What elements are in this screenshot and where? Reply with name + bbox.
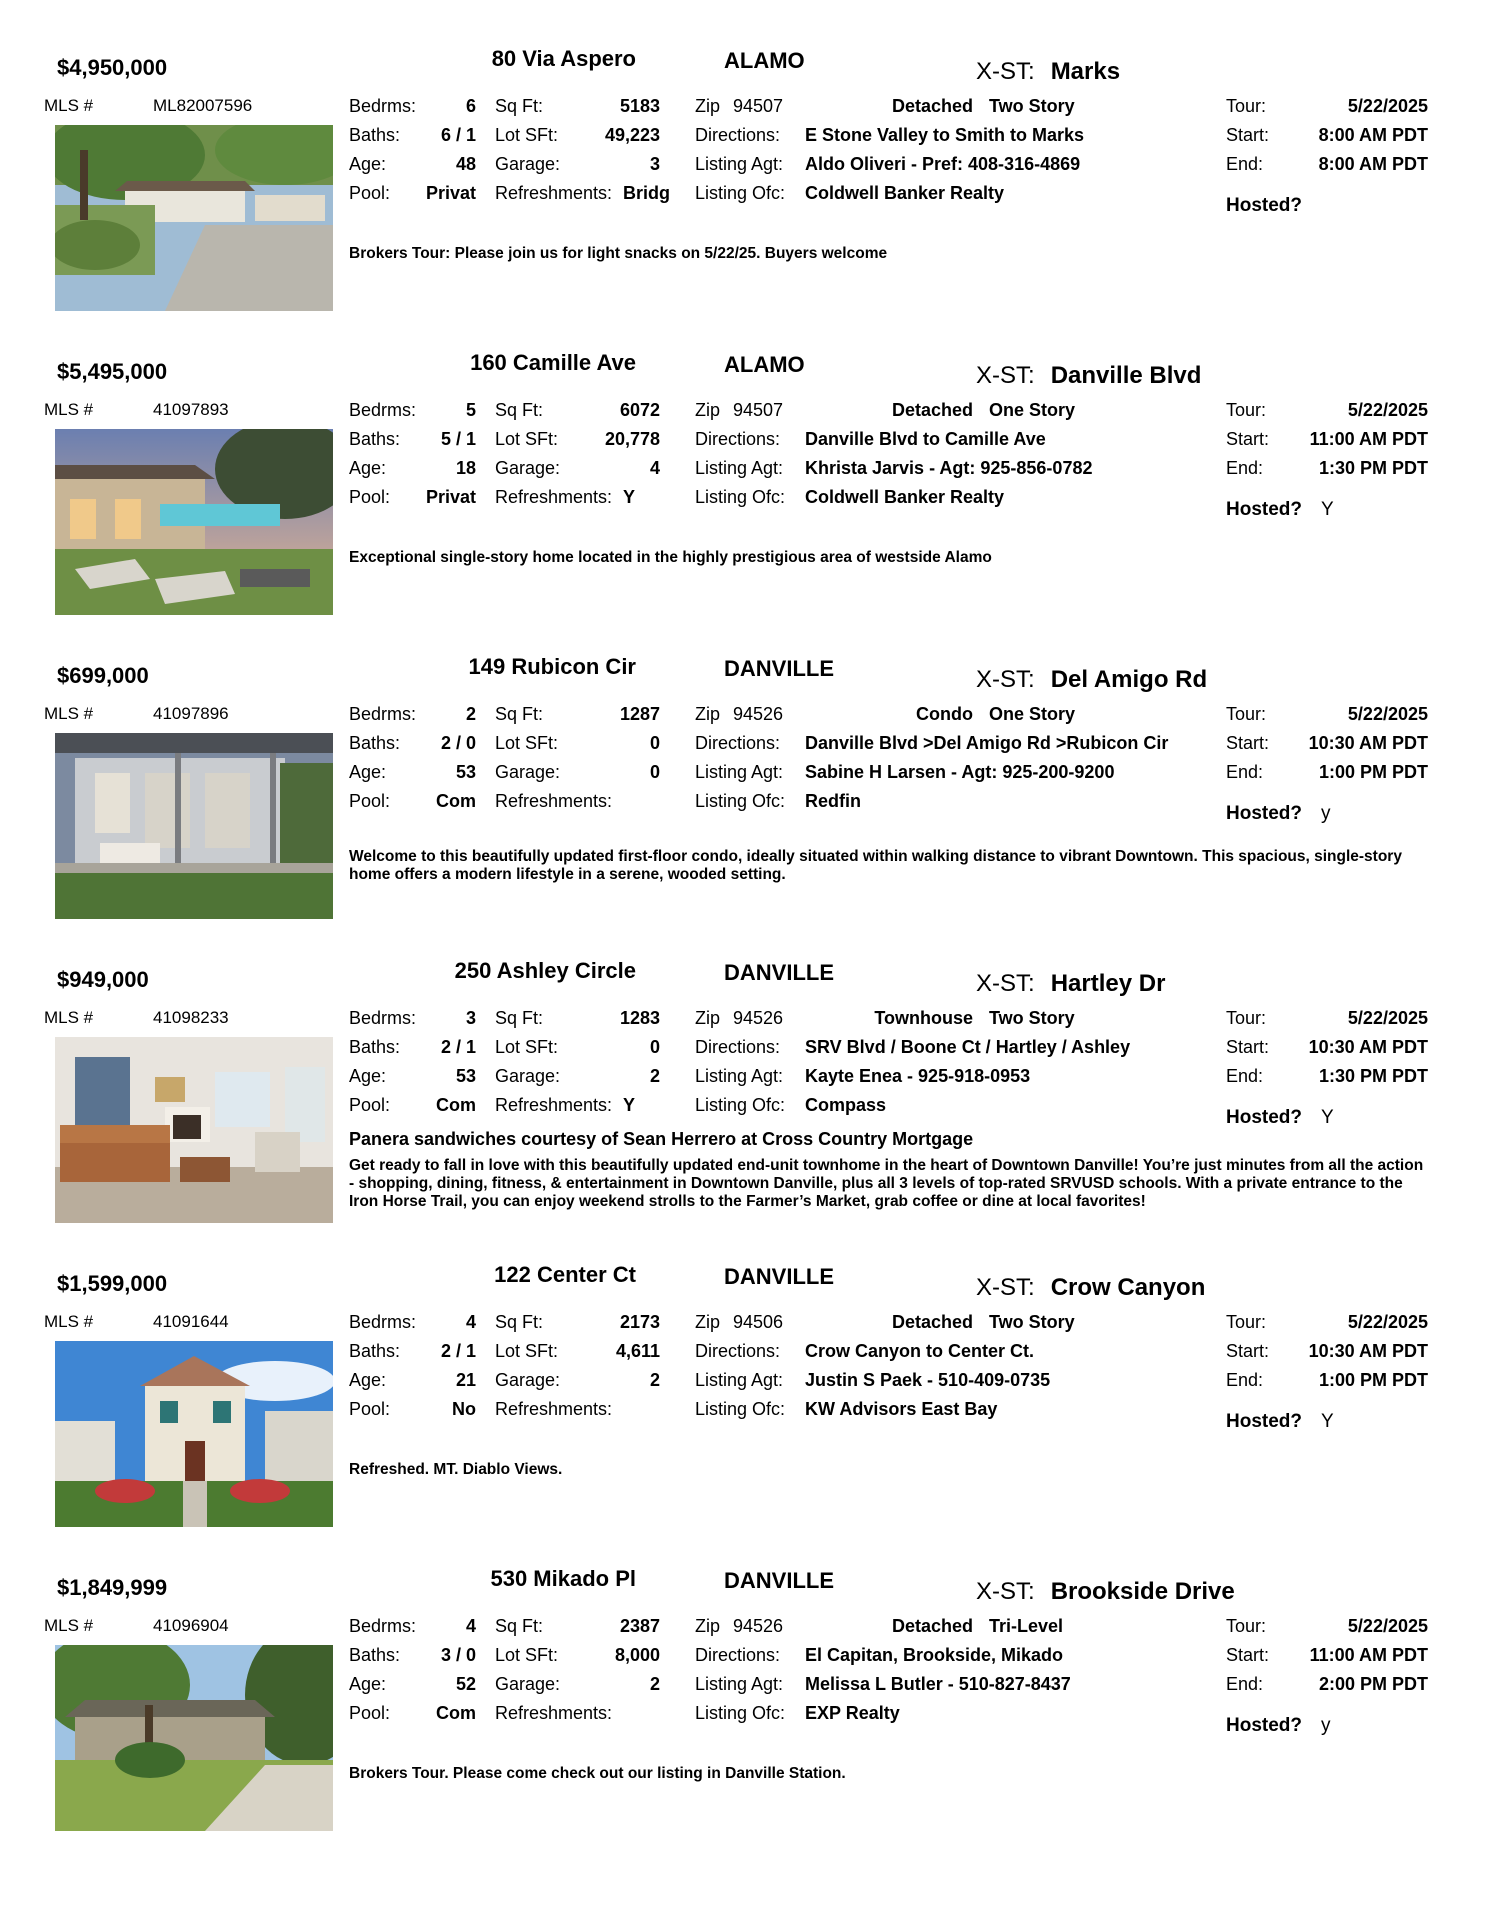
garage-value: 2	[649, 1674, 660, 1694]
zip-label: Zip	[695, 400, 721, 420]
zip-value: 94506	[733, 1312, 784, 1332]
sqft-value: 2173	[619, 1312, 660, 1332]
bedrooms-label: Bedrms:	[349, 704, 417, 724]
baths-label: Baths:	[349, 733, 401, 753]
tour-date: 5/22/2025	[1347, 704, 1428, 724]
lot-value: 20,778	[604, 429, 660, 449]
baths-value: 2 / 0	[440, 733, 476, 753]
age-value: 18	[455, 458, 476, 478]
mls-number: 41098233	[153, 1008, 229, 1027]
zip-value: 94526	[733, 704, 784, 724]
end-time: 1:00 PM PDT	[1318, 762, 1428, 782]
cross-street	[976, 1274, 1205, 1302]
age-label: Age:	[349, 154, 387, 174]
cross-street	[976, 970, 1165, 998]
sqft-label: Sq Ft:	[495, 400, 544, 420]
city: DANVILLE	[724, 656, 834, 681]
cross-street	[976, 666, 1207, 694]
pool-value: Privat	[425, 487, 476, 507]
cross-street-value: Crow Canyon	[1050, 1274, 1206, 1301]
property-style: Two Story	[989, 96, 1075, 116]
age-value: 48	[455, 154, 476, 174]
age-value: 21	[455, 1370, 476, 1390]
lot-label: Lot SFt:	[495, 733, 559, 753]
listing-office-value: Coldwell Banker Realty	[805, 487, 1005, 507]
listing	[0, 40, 1487, 340]
property-type: Detached	[891, 1616, 973, 1636]
pool-value: Com	[436, 1703, 476, 1723]
address: 149 Rubicon Cir	[468, 654, 636, 679]
address: 122 Center Ct	[494, 1262, 636, 1287]
cross-street-value: Marks	[1050, 58, 1121, 85]
listing-agent-value: Aldo Oliveri - Pref: 408-316-4869	[805, 154, 1081, 174]
tour-date: 5/22/2025	[1347, 400, 1428, 420]
start-time: 11:00 AM PDT	[1309, 1645, 1428, 1665]
age-value: 53	[455, 762, 476, 782]
cross-street-value: Hartley Dr	[1050, 970, 1166, 997]
directions-label: Directions:	[695, 1645, 781, 1665]
property-style: One Story	[989, 704, 1076, 724]
pool-value: Com	[436, 1095, 476, 1115]
cross-street-value: Danville Blvd	[1050, 362, 1202, 389]
bedrooms-value: 5	[465, 400, 476, 420]
start-label: Start:	[1226, 1341, 1270, 1361]
listing-agent-label: Listing Agt:	[695, 1370, 784, 1390]
baths-label: Baths:	[349, 1645, 401, 1665]
end-label: End:	[1226, 458, 1264, 478]
address: 250 Ashley Circle	[454, 958, 636, 983]
address: 530 Mikado Pl	[490, 1566, 636, 1591]
cross-street	[976, 362, 1201, 390]
listing-office-value: EXP Realty	[805, 1703, 900, 1723]
cross-street-label: X-ST:	[976, 58, 1035, 85]
city: DANVILLE	[724, 1264, 834, 1289]
listing-photo-two-story-facade	[55, 1341, 333, 1527]
baths-value: 2 / 1	[440, 1341, 476, 1361]
age-label: Age:	[349, 458, 387, 478]
zip-value: 94507	[733, 96, 784, 116]
property-type: Townhouse	[874, 1008, 973, 1028]
listing-office-label: Listing Ofc:	[695, 1399, 786, 1419]
address: 80 Via Aspero	[491, 46, 636, 71]
property-style: Tri-Level	[989, 1616, 1064, 1636]
baths-label: Baths:	[349, 429, 401, 449]
pool-label: Pool:	[349, 183, 391, 203]
end-label: End:	[1226, 762, 1264, 782]
garage-label: Garage:	[495, 1674, 561, 1694]
bedrooms-value: 4	[465, 1312, 476, 1332]
zip-label: Zip	[695, 1008, 721, 1028]
hosted-value: y	[1321, 803, 1331, 824]
pool-value: No	[452, 1399, 476, 1419]
mls-number: 41097893	[153, 400, 229, 419]
cross-street-value: Brookside Drive	[1050, 1578, 1235, 1605]
tour-date: 5/22/2025	[1347, 1312, 1428, 1332]
price: $699,000	[57, 663, 149, 688]
refreshments-label: Refreshments:	[495, 1399, 613, 1419]
tour-label: Tour:	[1226, 1312, 1267, 1332]
end-time: 2:00 PM PDT	[1318, 1674, 1428, 1694]
hosted-label: Hosted?	[1226, 1107, 1302, 1128]
price: $1,599,000	[57, 1271, 168, 1296]
end-time: 1:30 PM PDT	[1318, 458, 1428, 478]
end-time: 1:00 PM PDT	[1318, 1370, 1428, 1390]
refreshments-label: Refreshments:	[495, 1095, 613, 1115]
listing-agent-label: Listing Agt:	[695, 762, 784, 782]
refreshments-value: Y	[623, 1095, 636, 1115]
bedrooms-value: 6	[465, 96, 476, 116]
mls-label: MLS #	[44, 96, 94, 115]
listing-office-label: Listing Ofc:	[695, 1703, 786, 1723]
garage-label: Garage:	[495, 1370, 561, 1390]
end-label: End:	[1226, 154, 1264, 174]
tour-date: 5/22/2025	[1347, 1008, 1428, 1028]
mls-number: ML82007596	[153, 96, 253, 115]
refreshments-label: Refreshments:	[495, 791, 613, 811]
directions-value: E Stone Valley to Smith to Marks	[805, 125, 1085, 145]
listing-office-value: Coldwell Banker Realty	[805, 183, 1005, 203]
tour-label: Tour:	[1226, 400, 1267, 420]
bedrooms-value: 4	[465, 1616, 476, 1636]
garage-value: 0	[649, 762, 660, 782]
sqft-value: 1287	[619, 704, 660, 724]
directions-value: SRV Blvd / Boone Ct / Hartley / Ashley	[805, 1037, 1131, 1057]
bedrooms-value: 3	[465, 1008, 476, 1028]
sqft-value: 6072	[619, 400, 660, 420]
tour-date: 5/22/2025	[1347, 96, 1428, 116]
directions-value: Danville Blvd to Camille Ave	[805, 429, 1046, 449]
tour-label: Tour:	[1226, 96, 1267, 116]
refreshments-value: Bridg	[623, 183, 670, 203]
listing-office-label: Listing Ofc:	[695, 1095, 786, 1115]
hosted-label: Hosted?	[1226, 499, 1302, 520]
zip-label: Zip	[695, 1616, 721, 1636]
tour-date: 5/22/2025	[1347, 1616, 1428, 1636]
mls-number: 41091644	[153, 1312, 229, 1331]
pool-label: Pool:	[349, 1399, 391, 1419]
city: DANVILLE	[724, 1568, 834, 1593]
listing	[0, 344, 1487, 644]
age-label: Age:	[349, 1370, 387, 1390]
mls-label: MLS #	[44, 704, 94, 723]
sqft-value: 2387	[619, 1616, 660, 1636]
mls-label: MLS #	[44, 1312, 94, 1331]
lot-label: Lot SFt:	[495, 1037, 559, 1057]
garage-value: 2	[649, 1370, 660, 1390]
tour-label: Tour:	[1226, 1008, 1267, 1028]
cross-street-label: X-ST:	[976, 362, 1035, 389]
directions-value: Danville Blvd >Del Amigo Rd >Rubicon Cir	[805, 733, 1169, 753]
pool-value: Privat	[425, 183, 476, 203]
baths-label: Baths:	[349, 1037, 401, 1057]
zip-label: Zip	[695, 1312, 721, 1332]
cross-street-value: Del Amigo Rd	[1050, 666, 1208, 693]
age-label: Age:	[349, 1066, 387, 1086]
listing-office-value: Redfin	[805, 791, 861, 811]
end-label: End:	[1226, 1370, 1264, 1390]
garage-value: 4	[649, 458, 660, 478]
lot-label: Lot SFt:	[495, 125, 559, 145]
listing-photo-hillside-house	[55, 125, 333, 311]
end-time: 1:30 PM PDT	[1318, 1066, 1428, 1086]
listing	[0, 1560, 1487, 1860]
pool-value: Com	[436, 791, 476, 811]
sqft-label: Sq Ft:	[495, 96, 544, 116]
directions-label: Directions:	[695, 733, 781, 753]
zip-value: 94507	[733, 400, 784, 420]
start-label: Start:	[1226, 125, 1270, 145]
directions-value: Crow Canyon to Center Ct.	[805, 1341, 1035, 1361]
listing	[0, 648, 1487, 948]
start-label: Start:	[1226, 733, 1270, 753]
start-label: Start:	[1226, 1037, 1270, 1057]
lot-value: 0	[649, 1037, 660, 1057]
cross-street-label: X-ST:	[976, 1578, 1035, 1605]
listing-office-label: Listing Ofc:	[695, 183, 786, 203]
price: $5,495,000	[57, 359, 168, 384]
address: 160 Camille Ave	[470, 350, 636, 375]
price: $4,950,000	[57, 55, 168, 80]
property-type: Detached	[891, 400, 973, 420]
mls-number: 41097896	[153, 704, 229, 723]
baths-label: Baths:	[349, 1341, 401, 1361]
listing-agent-value: Melissa L Butler - 510-827-8437	[805, 1674, 1071, 1694]
city: DANVILLE	[724, 960, 834, 985]
garage-value: 3	[649, 154, 660, 174]
refreshments-label: Refreshments:	[495, 183, 613, 203]
age-label: Age:	[349, 1674, 387, 1694]
lot-label: Lot SFt:	[495, 1645, 559, 1665]
baths-value: 3 / 0	[440, 1645, 476, 1665]
pool-label: Pool:	[349, 1095, 391, 1115]
description: Brokers Tour. Please come check out our listing in Danville Station.	[349, 1765, 846, 1782]
sqft-label: Sq Ft:	[495, 1616, 544, 1636]
description: Welcome to this beautifully updated first-floor condo, ideally situated within walking distance to vibrant Downtown. This spacious, single-story home offers a modern lifestyle in a serene, wooded setting.	[349, 848, 1402, 883]
sqft-label: Sq Ft:	[495, 704, 544, 724]
sqft-value: 5183	[619, 96, 660, 116]
hosted-label: Hosted?	[1226, 1715, 1302, 1736]
end-label: End:	[1226, 1674, 1264, 1694]
hosted-label: Hosted?	[1226, 1411, 1302, 1432]
bedrooms-label: Bedrms:	[349, 1008, 417, 1028]
listing-office-label: Listing Ofc:	[695, 791, 786, 811]
hosted-value: Y	[1321, 499, 1334, 520]
property-type: Detached	[891, 96, 973, 116]
bedrooms-label: Bedrms:	[349, 1616, 417, 1636]
lot-value: 49,223	[604, 125, 660, 145]
description: Brokers Tour: Please join us for light snacks on 5/22/25. Buyers welcome	[349, 245, 888, 262]
directions-label: Directions:	[695, 429, 781, 449]
listing	[0, 1256, 1487, 1556]
directions-label: Directions:	[695, 1341, 781, 1361]
garage-label: Garage:	[495, 1066, 561, 1086]
end-label: End:	[1226, 1066, 1264, 1086]
start-time: 10:30 AM PDT	[1308, 733, 1428, 753]
start-time: 10:30 AM PDT	[1308, 1037, 1428, 1057]
city: ALAMO	[724, 48, 805, 73]
listing-photo-condo-patio	[55, 733, 333, 919]
sqft-label: Sq Ft:	[495, 1008, 544, 1028]
refreshment-note: Panera sandwiches courtesy of Sean Herrero at Cross Country Mortgage	[349, 1129, 974, 1149]
tour-label: Tour:	[1226, 1616, 1267, 1636]
listing-photo-tree-yard	[55, 1645, 333, 1831]
zip-value: 94526	[733, 1008, 784, 1028]
listing-agent-value: Kayte Enea - 925-918-0953	[805, 1066, 1031, 1086]
bedrooms-label: Bedrms:	[349, 1312, 417, 1332]
start-label: Start:	[1226, 429, 1270, 449]
lot-value: 8,000	[614, 1645, 660, 1665]
listing	[0, 952, 1487, 1252]
start-time: 8:00 AM PDT	[1318, 125, 1428, 145]
directions-label: Directions:	[695, 1037, 781, 1057]
hosted-label: Hosted?	[1226, 803, 1302, 824]
mls-label: MLS #	[44, 1008, 94, 1027]
listing-photo-pool-dusk	[55, 429, 333, 615]
price: $949,000	[57, 967, 149, 992]
cross-street-label: X-ST:	[976, 970, 1035, 997]
directions-value: El Capitan, Brookside, Mikado	[805, 1645, 1064, 1665]
start-time: 11:00 AM PDT	[1309, 429, 1428, 449]
lot-value: 0	[649, 733, 660, 753]
cross-street	[976, 58, 1120, 86]
refreshments-value: Y	[623, 487, 636, 507]
pool-label: Pool:	[349, 487, 391, 507]
start-time: 10:30 AM PDT	[1308, 1341, 1428, 1361]
listing-agent-label: Listing Agt:	[695, 1674, 784, 1694]
garage-label: Garage:	[495, 154, 561, 174]
description: Refreshed. MT. Diablo Views.	[349, 1461, 563, 1478]
property-type: Condo	[916, 704, 973, 724]
property-style: One Story	[989, 400, 1076, 420]
mls-number: 41096904	[153, 1616, 229, 1635]
listing-agent-value: Khrista Jarvis - Agt: 925-856-0782	[805, 458, 1093, 478]
cross-street-label: X-ST:	[976, 1274, 1035, 1301]
pool-label: Pool:	[349, 791, 391, 811]
baths-value: 5 / 1	[440, 429, 476, 449]
property-style: Two Story	[989, 1312, 1075, 1332]
description: Exceptional single-story home located in the highly prestigious area of westside Alamo	[349, 549, 992, 566]
mls-label: MLS #	[44, 1616, 94, 1635]
bedrooms-label: Bedrms:	[349, 96, 417, 116]
age-value: 52	[455, 1674, 476, 1694]
refreshments-label: Refreshments:	[495, 1703, 613, 1723]
baths-label: Baths:	[349, 125, 401, 145]
hosted-value: Y	[1321, 1107, 1334, 1128]
property-type: Detached	[891, 1312, 973, 1332]
cross-street	[976, 1578, 1235, 1606]
directions-label: Directions:	[695, 125, 781, 145]
age-value: 53	[455, 1066, 476, 1086]
city: ALAMO	[724, 352, 805, 377]
sqft-label: Sq Ft:	[495, 1312, 544, 1332]
listing-agent-label: Listing Agt:	[695, 154, 784, 174]
listing-photo-living-room	[55, 1037, 333, 1223]
bedrooms-value: 2	[465, 704, 476, 724]
lot-label: Lot SFt:	[495, 429, 559, 449]
cross-street-label: X-ST:	[976, 666, 1035, 693]
zip-value: 94526	[733, 1616, 784, 1636]
baths-value: 2 / 1	[440, 1037, 476, 1057]
refreshments-label: Refreshments:	[495, 487, 613, 507]
end-time: 8:00 AM PDT	[1318, 154, 1428, 174]
pool-label: Pool:	[349, 1703, 391, 1723]
lot-label: Lot SFt:	[495, 1341, 559, 1361]
tour-label: Tour:	[1226, 704, 1267, 724]
listing-office-value: Compass	[805, 1095, 887, 1115]
price: $1,849,999	[57, 1575, 168, 1600]
sqft-value: 1283	[619, 1008, 660, 1028]
garage-label: Garage:	[495, 762, 561, 782]
bedrooms-label: Bedrms:	[349, 400, 417, 420]
age-label: Age:	[349, 762, 387, 782]
listing-office-label: Listing Ofc:	[695, 487, 786, 507]
hosted-label: Hosted?	[1226, 195, 1302, 216]
listing-agent-value: Sabine H Larsen - Agt: 925-200-9200	[805, 762, 1115, 782]
description: Get ready to fall in love with this beautifully updated end-unit townhome in the heart of Downtown Danville! You’re just minutes from all the action - shopping, dining, fitness, & entertainment in Downtown Danville, plus all 3 levels of top-rated SRVUSD schools. With a private entrance to the Iron Horse Trail, you can enjoy weekend strolls to the Farmer’s Market, grab coffee or dine at local favorites!	[349, 1157, 1424, 1210]
property-style: Two Story	[989, 1008, 1075, 1028]
listing-agent-value: Justin S Paek - 510-409-0735	[805, 1370, 1051, 1390]
listing-office-value: KW Advisors East Bay	[805, 1399, 998, 1419]
zip-label: Zip	[695, 96, 721, 116]
garage-value: 2	[649, 1066, 660, 1086]
baths-value: 6 / 1	[440, 125, 476, 145]
mls-label: MLS #	[44, 400, 94, 419]
hosted-value: Y	[1321, 1411, 1334, 1432]
start-label: Start:	[1226, 1645, 1270, 1665]
garage-label: Garage:	[495, 458, 561, 478]
listing-agent-label: Listing Agt:	[695, 458, 784, 478]
lot-value: 4,611	[615, 1341, 660, 1361]
listing-agent-label: Listing Agt:	[695, 1066, 784, 1086]
hosted-value: y	[1321, 1715, 1331, 1736]
zip-label: Zip	[695, 704, 721, 724]
